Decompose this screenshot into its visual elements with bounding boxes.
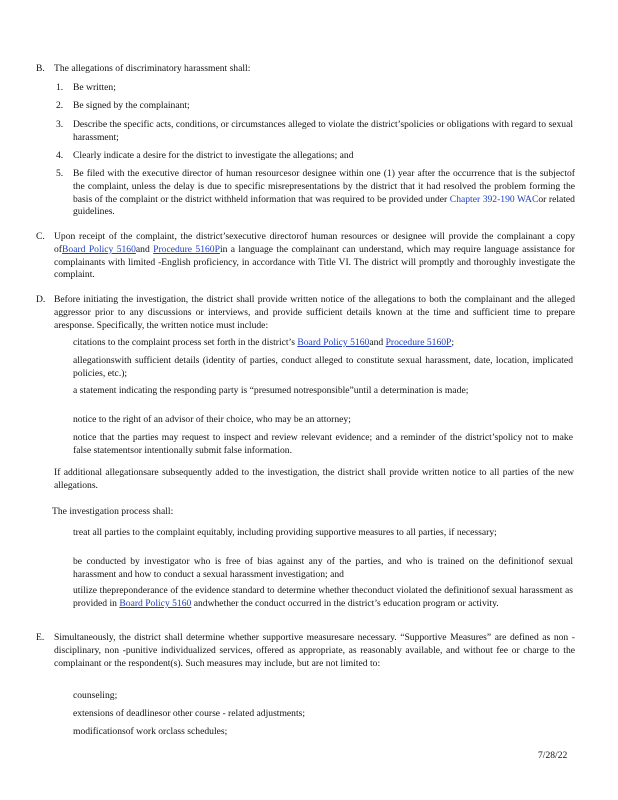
list-item: Describe the specific acts, conditions, or circumstances alleged to violate the district’spolicies or obligations with regard to sexual harassment; bbox=[73, 119, 573, 143]
section-c-paragraph bbox=[54, 231, 575, 282]
board-policy-link[interactable]: Board Policy 5160 bbox=[62, 243, 136, 255]
list-item: Clearly indicate a desire for the district to investigate the allegations; and bbox=[73, 150, 354, 161]
list-item-text: andwhether the conduct occurred in the district’s education program or activity. bbox=[193, 597, 499, 609]
list-item-text: ; bbox=[451, 337, 455, 348]
procedure-link[interactable]: Procedure 5160P bbox=[385, 337, 452, 348]
footer-date: 7/28/22 bbox=[538, 750, 568, 761]
list-item: modificationsof work orclass schedules; bbox=[73, 726, 228, 737]
section-e-marker: E. bbox=[36, 632, 45, 643]
list-item: a statement indicating the responding party is “presumed notresponsible”until a determination is made; bbox=[73, 385, 469, 396]
section-d-lead: Before initiating the investigation, the district shall provide written notice of the allegations to both the complainant and the alleged aggressor prior to any discussions or interviews, and provide sufficient details known at the time and sufficient time to prepare aresponse. Specifically, the written notice must include: bbox=[54, 294, 575, 331]
list-item: extensions of deadlinesor other course - related adjustments; bbox=[73, 708, 306, 719]
list-item-text: or related guidelines. bbox=[73, 193, 575, 218]
list-item bbox=[73, 585, 573, 611]
board-policy-link[interactable]: Board Policy 5160 bbox=[119, 597, 192, 609]
list-item: treat all parties to the complaint equitably, including providing supportive measures to all parties, if necessary; bbox=[73, 527, 497, 538]
list-item-text: utilize thepreponderance of the evidence standard to determine whether theconduct violated the definitionof sexual harassment as provided in bbox=[73, 585, 573, 609]
list-item-text: Be filed with the executive director of human resourcesor designee within one (1) year after the occurrence that is the subjectof the complaint, unless the delay is due to specific misrepresentations by the district that it had resolved the problem forming the basis of the complaint or the district withheld information that was required to be provided under bbox=[73, 168, 575, 205]
paragraph-text: in a language the complainant can understand, which may require language assistance for complainants with limited -English proficiency, in accordance with Title VI. The district will promptly and thoroughly investigate the complaint. bbox=[54, 243, 576, 281]
list-item: counseling; bbox=[73, 690, 118, 701]
additional-allegations-note: If additional allegationsare subsequently added to the investigation, the district shall provide written notice to all parties of the new allegations. bbox=[54, 467, 574, 491]
section-b-lead: The allegations of discriminatory harassment shall: bbox=[54, 63, 251, 74]
list-item: notice that the parties may request to inspect and review relevant evidence; and a reminder of the district’spolicy not to make false statementsor intentionally submit false information. bbox=[73, 432, 573, 456]
list-number: 4. bbox=[56, 150, 64, 161]
list-number: 5. bbox=[56, 168, 64, 179]
paragraph-text: Upon receipt of the complaint, the district’sexecutive directorof human resources or designee will provide the complainant a copy of bbox=[54, 231, 575, 255]
section-c-marker: C. bbox=[36, 231, 45, 242]
list-number: 1. bbox=[56, 82, 64, 93]
list-number: 2. bbox=[56, 100, 64, 111]
section-d-marker: D. bbox=[36, 294, 46, 305]
list-item: be conducted by investigator who is free of bias against any of the parties, and who is trained on the definitionof sexual harassment and how to conduct a sexual harassment investigation; and bbox=[73, 556, 573, 580]
procedure-link[interactable]: Procedure 5160P bbox=[153, 243, 220, 255]
section-e-lead: Simultaneously, the district shall determine whether supportive measuresare necessary. “Supportive Measures” are defined as non -disciplinary, non -punitive individualized services, offered as appropriate, as reasonably available, and without fee or charge to the complainant or the respondent(s). Such measures may include, but are not limited to: bbox=[54, 632, 575, 669]
wac-chapter-link[interactable]: Chapter 392-190 WAC bbox=[449, 193, 539, 205]
list-item: allegationswith sufficient details (identity of parties, conduct alleged to constitute sexual harassment, date, location, implicated policies, etc.); bbox=[73, 355, 573, 379]
list-item: Be written; bbox=[73, 82, 116, 93]
board-policy-link[interactable]: Board Policy 5160 bbox=[297, 337, 370, 348]
list-item bbox=[73, 168, 575, 219]
list-item-text: and bbox=[369, 337, 384, 348]
section-b-marker: B. bbox=[36, 63, 45, 74]
paragraph-text: and bbox=[135, 243, 150, 255]
list-item bbox=[73, 337, 573, 350]
list-item-text: citations to the complaint process set forth in the district’s bbox=[73, 337, 295, 348]
process-lead: The investigation process shall: bbox=[52, 506, 174, 517]
list-item: notice to the right of an advisor of their choice, who may be an attorney; bbox=[73, 414, 351, 425]
list-number: 3. bbox=[56, 119, 64, 130]
list-item: Be signed by the complainant; bbox=[73, 100, 190, 111]
